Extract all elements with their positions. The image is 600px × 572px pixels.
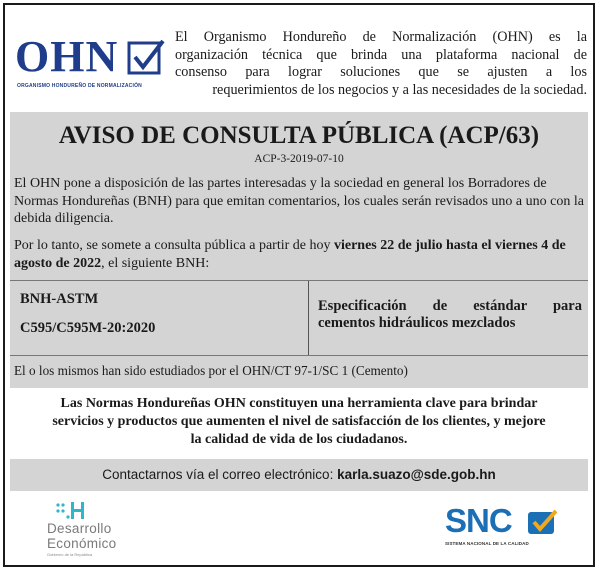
statement xyxy=(5,395,593,449)
statement-line: servicios y productos que aumenten el nivel de satisfacción de los clientes, y mejore xyxy=(52,414,546,429)
notice-code: ACP-3-2019-07-10 xyxy=(254,153,344,165)
intro-line: consenso para lograr soluciones que se ajusten a los xyxy=(175,64,587,80)
standard-id-cell xyxy=(20,291,300,337)
de-logo-line-2: Económico xyxy=(47,536,117,551)
checkbox-check-icon xyxy=(127,39,165,77)
contact-label: Contactarnos vía el correo electrónico: xyxy=(102,467,338,482)
desarrollo-economico-logo xyxy=(45,501,165,561)
intro-line: El Organismo Hondureño de Normalización (OHN) es la xyxy=(175,29,587,45)
ohn-logo-subtitle: ORGANISMO HONDUREÑO DE NORMALIZACIÓN xyxy=(17,83,142,89)
statement-line: Las Normas Hondureñas OHN constituyen una herramienta clave para brindar xyxy=(60,396,538,411)
intro-line: requerimientos de los negocios y a las necesidades de la sociedad. xyxy=(212,81,587,98)
studied-by-text: El o los mismos han sido estudiados por el OHN/CT 97-1/SC 1 (Cemento) xyxy=(14,363,408,378)
snc-logo xyxy=(445,503,575,553)
paragraph-2-end: , el siguiente BNH: xyxy=(101,255,210,271)
de-logo-line-1: Desarrollo xyxy=(47,521,112,536)
intro-text xyxy=(175,29,587,99)
snc-logo-text: SNC xyxy=(445,502,512,539)
contact-band xyxy=(10,459,588,491)
standard-id-line-1: BNH-ASTM xyxy=(20,291,99,307)
de-logo-text xyxy=(47,521,116,551)
ohn-logo xyxy=(15,33,165,93)
snc-logo-subtitle: SISTEMA NACIONAL DE LA CALIDAD xyxy=(445,541,529,546)
intro-line: organización técnica que brinda una plataforma nacional de xyxy=(175,46,587,63)
table-divider xyxy=(308,281,309,355)
snc-check-icon xyxy=(527,508,557,536)
notice-paragraph-1: El OHN pone a disposición de las partes interesadas y la sociedad en general los Borradores de Normas Hondureñas (BNH) para que emitan comentarios, los cuales serán revisados uno a uno con la debida diligencia. xyxy=(14,176,584,226)
notice-title: AVISO DE CONSULTA PÚBLICA (ACP/63) xyxy=(58,122,540,149)
standard-id-line-2: C595/C595M-20:2020 xyxy=(20,320,156,336)
standard-table xyxy=(10,280,588,356)
standard-description-line-1: Especificación de estándar para xyxy=(318,298,582,314)
standard-description-cell xyxy=(318,298,582,332)
de-logo-small: Gobierno de la República xyxy=(47,552,93,557)
notice-panel xyxy=(10,112,588,388)
paragraph-2-start: Por lo tanto, se somete a consulta pública a partir de hoy xyxy=(14,238,334,253)
ohn-logo-text: OHN xyxy=(15,32,119,81)
statement-line: la calidad de vida de los ciudadanos. xyxy=(190,432,408,447)
consultation-dates: viernes 22 de julio hasta el viernes 4 de agosto de 2022 xyxy=(14,238,566,271)
contact-email-link[interactable]: karla.suazo@sde.gob.hn xyxy=(337,467,496,482)
notice-frame xyxy=(3,3,595,567)
notice-paragraph-2 xyxy=(14,237,584,272)
header xyxy=(5,5,593,109)
standard-description-line-2: cementos hidráulicos mezclados xyxy=(318,315,516,331)
dh-dots-icon xyxy=(55,501,85,521)
